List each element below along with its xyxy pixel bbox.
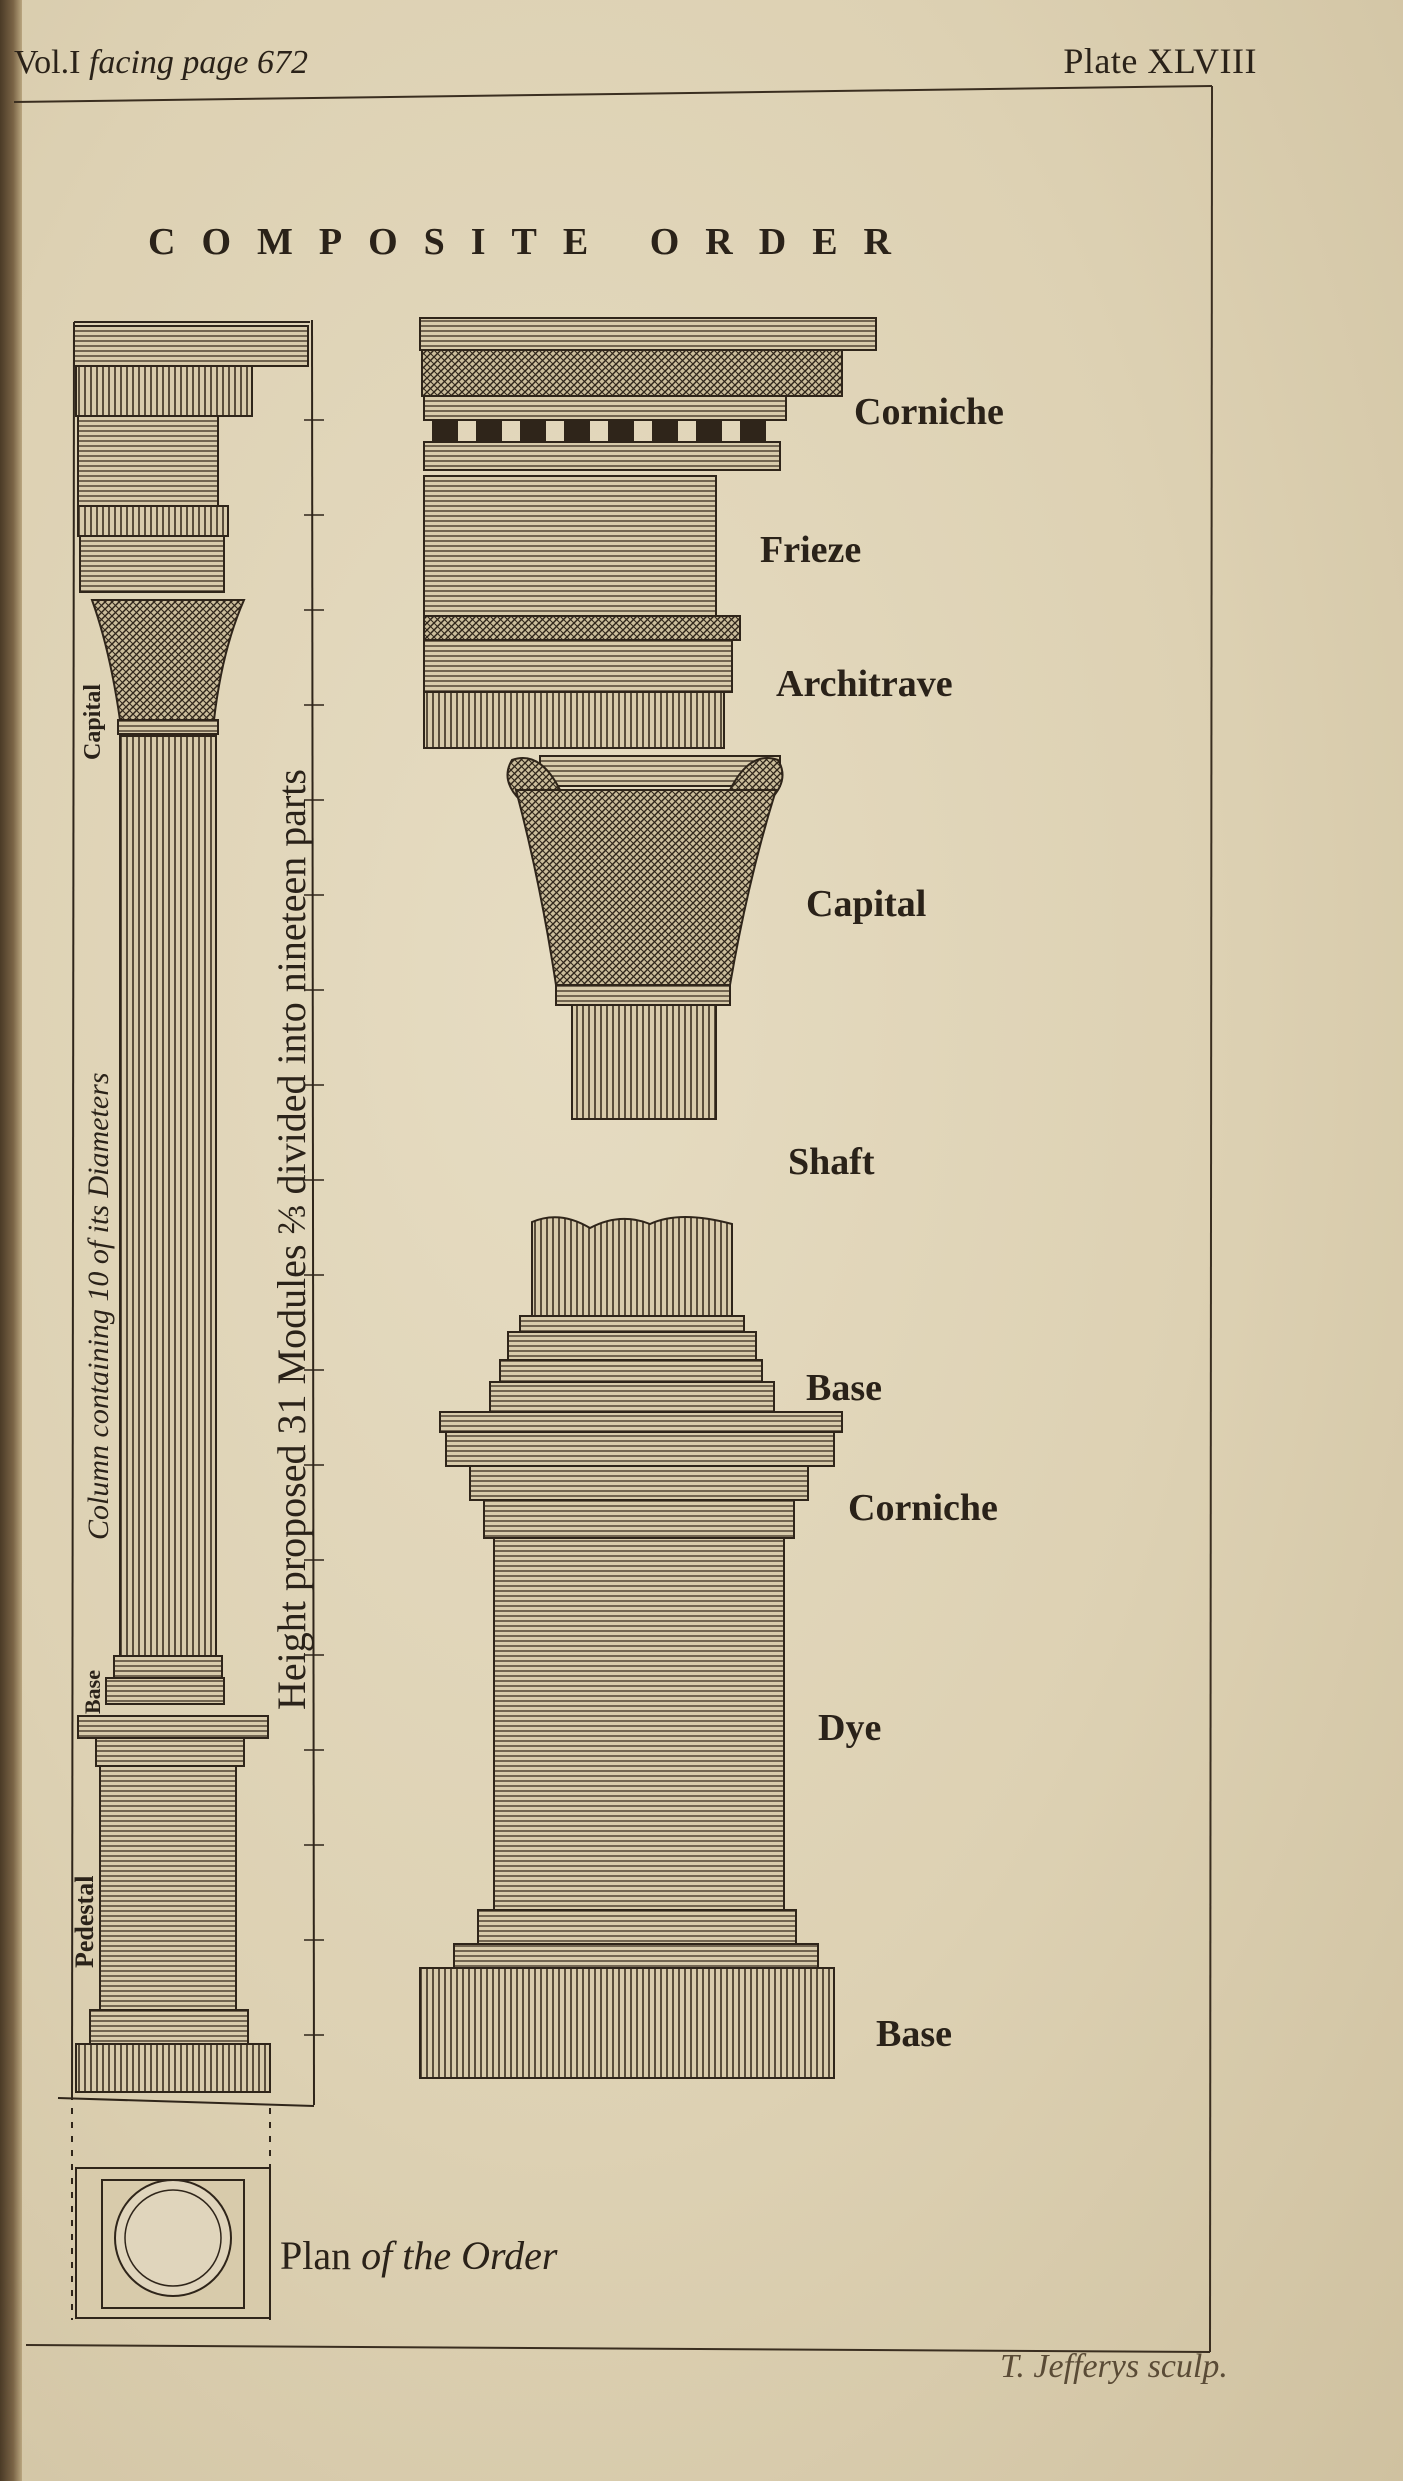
dentils bbox=[432, 420, 766, 442]
capital-side-label: Capital bbox=[80, 683, 106, 760]
facing-page: facing page 672 bbox=[88, 44, 309, 81]
engraver-signature: T. Jefferys sculp. bbox=[1000, 2348, 1228, 2385]
label-frieze: Frieze bbox=[760, 529, 862, 571]
label-architrave: Architrave bbox=[776, 663, 953, 705]
plan-caption bbox=[280, 2232, 557, 2279]
label-capital: Capital bbox=[806, 883, 927, 925]
plate-number: Plate XLVIII bbox=[1063, 41, 1257, 81]
plan-caption-suffix: of the Order bbox=[361, 2233, 558, 2278]
label-corniche-top: Corniche bbox=[854, 391, 1004, 433]
label-pedestal-corniche: Corniche bbox=[848, 1487, 998, 1529]
page-title: COMPOSITE ORDER bbox=[148, 221, 917, 263]
label-column-base: Base bbox=[806, 1367, 882, 1409]
plan-of-order bbox=[72, 2108, 270, 2320]
pedestal-side-label: Pedestal bbox=[70, 1875, 99, 1968]
label-dye: Dye bbox=[818, 1707, 882, 1749]
height-scale-label: Height proposed 31 Modules ⅔ divided into nineteen parts bbox=[269, 769, 314, 1710]
column-diameter-label: Column containing 10 of its Diameters bbox=[82, 1072, 115, 1540]
order-detail bbox=[420, 318, 876, 2078]
label-shaft: Shaft bbox=[788, 1141, 875, 1183]
plan-caption-prefix: Plan bbox=[280, 2233, 352, 2278]
base-side-label: Base bbox=[80, 1670, 105, 1714]
label-pedestal-base: Base bbox=[876, 2013, 952, 2055]
volume-number: Vol.I bbox=[14, 44, 81, 81]
